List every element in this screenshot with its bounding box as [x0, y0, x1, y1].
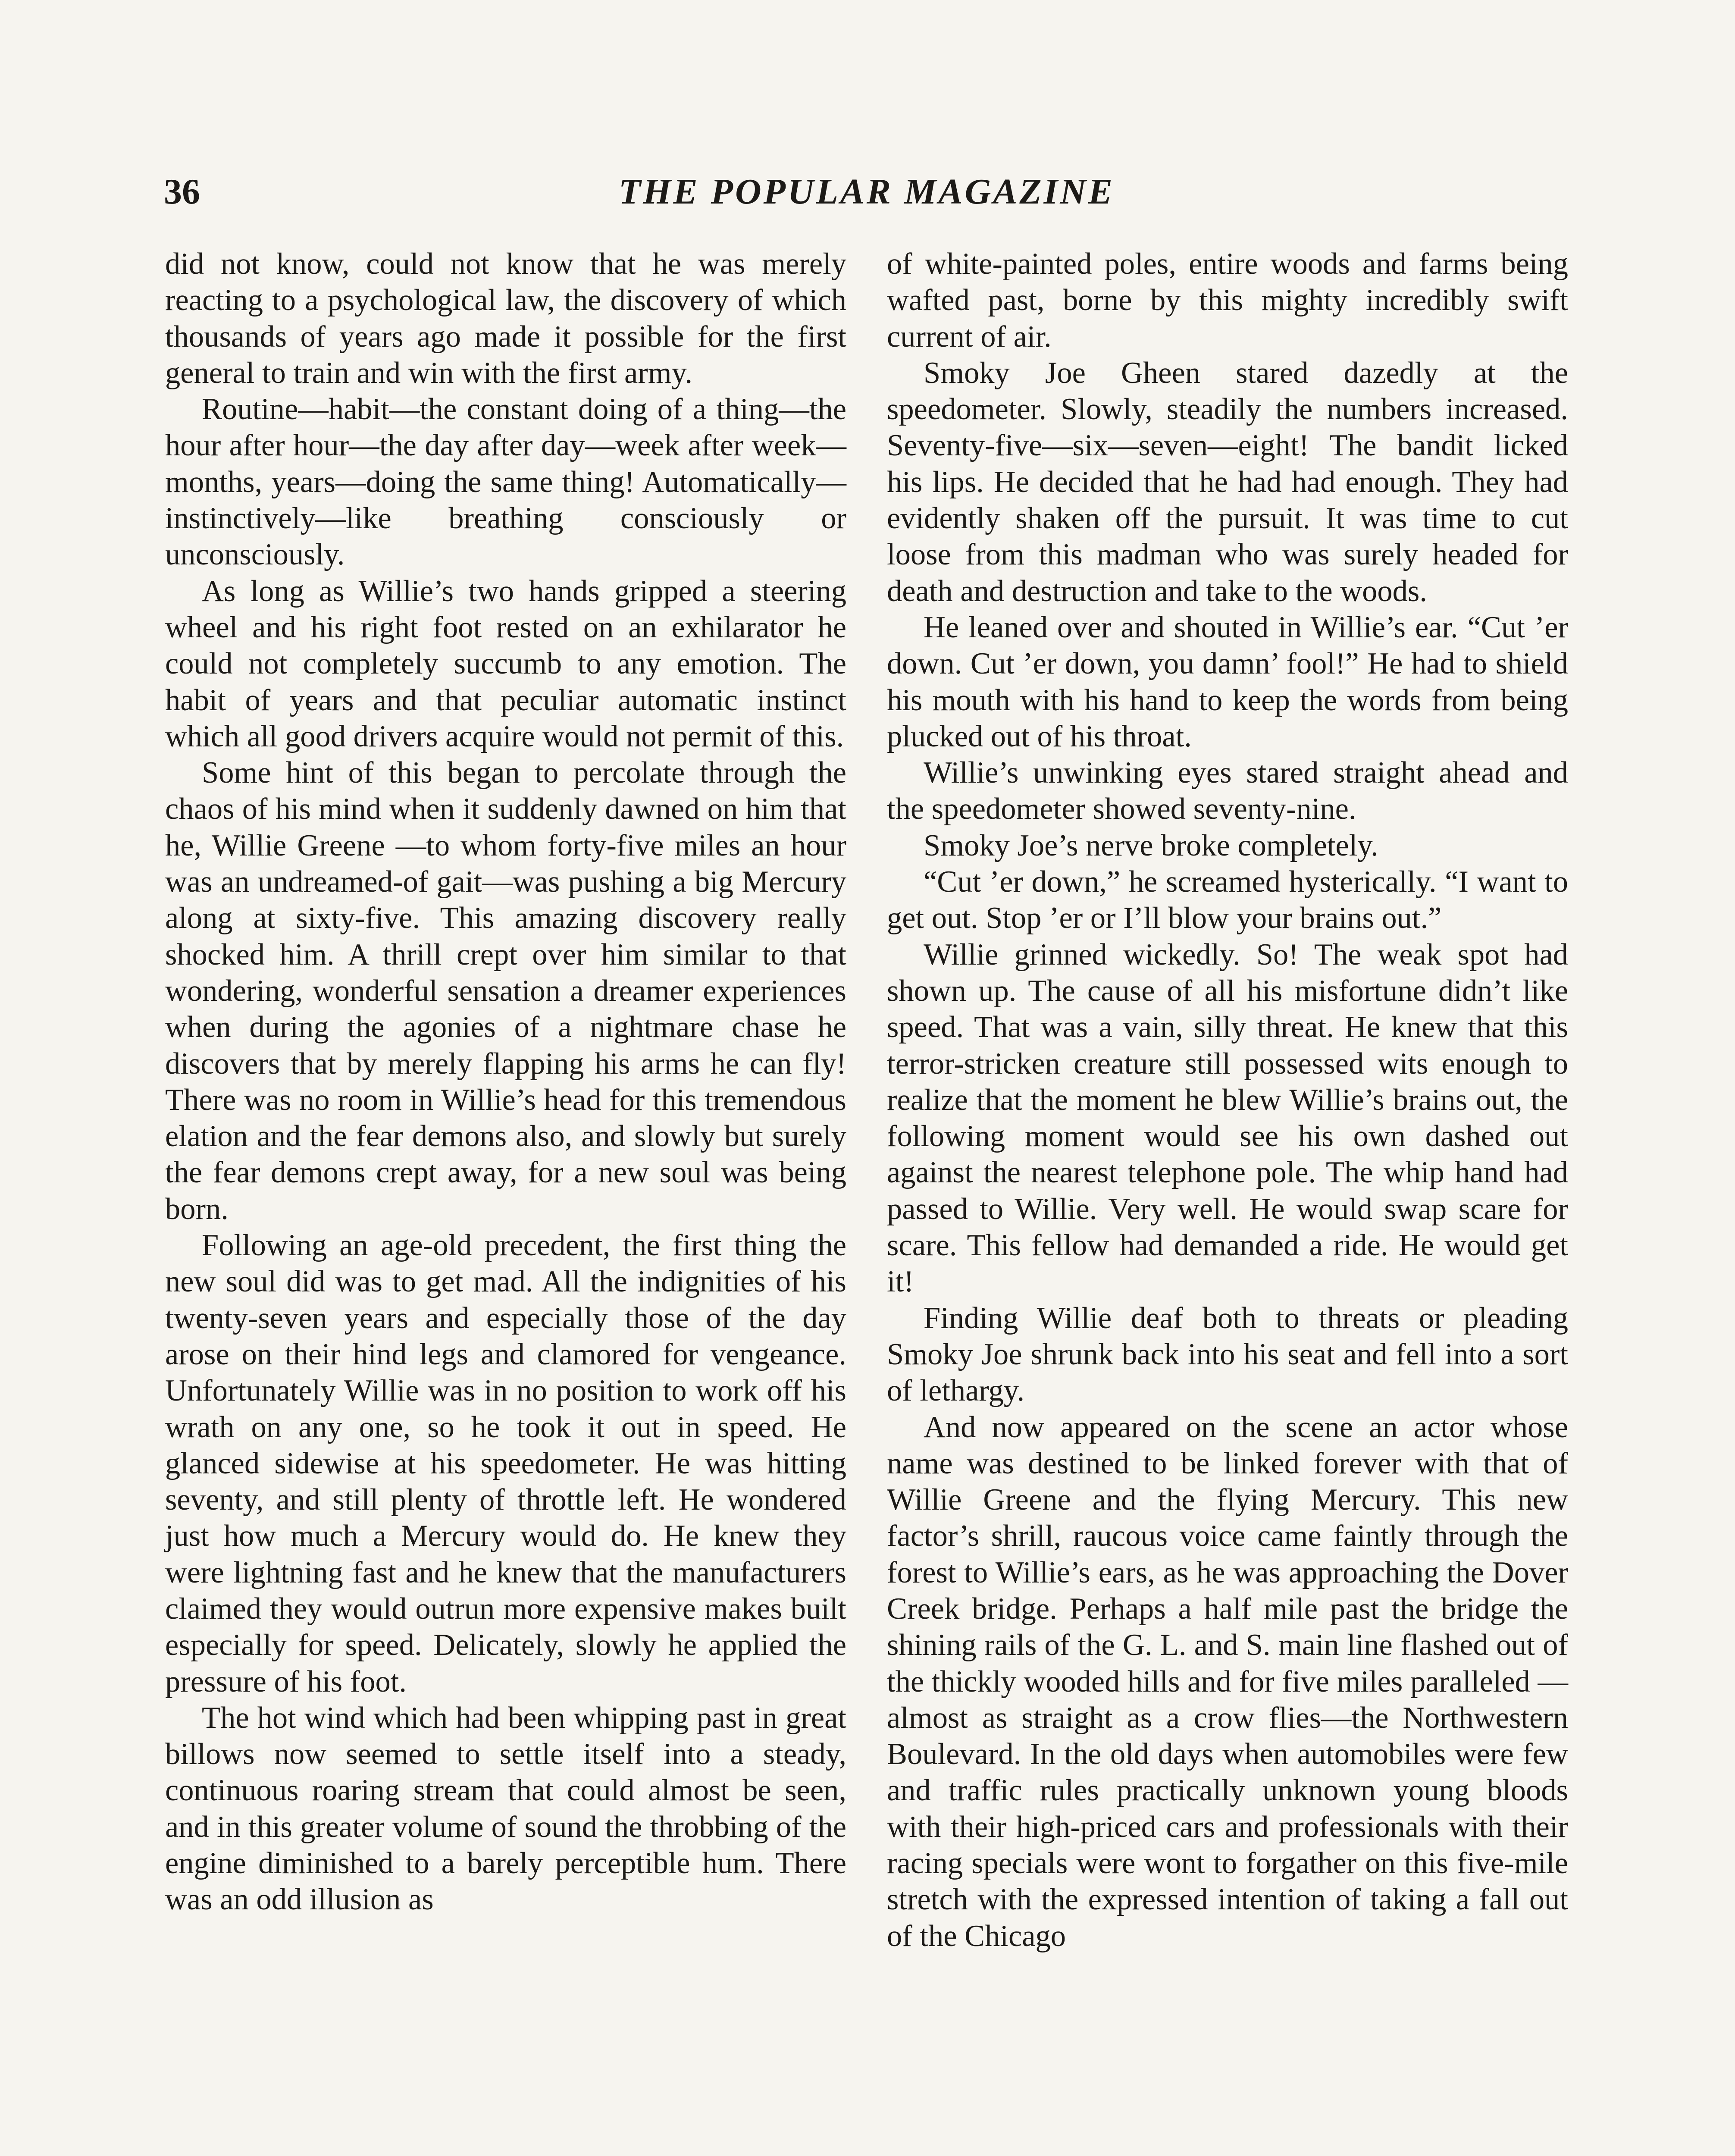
paragraph: As long as Willie’s two hands gripped a steering wheel and his right foot rested on an exhilarator he could not completely succumb to any emotion. The habit of years and that peculiar automatic instinct which all good drivers acquire would not permit of this.	[165, 574, 846, 753]
paragraph: did not know, could not know that he was merely reacting to a psychological law, the discovery of which thousands of years ago made it possible for the first general to train and win with the first army.	[165, 247, 846, 390]
left-text-column	[165, 246, 846, 2156]
paragraph: Willie grinned wickedly. So! The weak spot had shown up. The cause of all his misfortune didn’t like speed. That was a vain, silly threat. He knew that this terror-stricken creature still possessed wits enough to realize that the moment he blew Willie’s brains out, the following moment would see his own dashed out against the nearest telephone pole. The whip hand had passed to Willie. Very well. He would swap scare for scare. This fellow had demanded a ride. He would get it!	[887, 937, 1568, 1299]
paragraph: of white-painted poles, entire woods and farms being wafted past, borne by this mighty incredibly swift current of air.	[887, 247, 1568, 354]
paragraph: Routine—habit—the constant doing of a thing—the hour after hour—the day after day—week after week—months, years—doing the same thing! Automatically—instinctively—like breathing consciously or unconsciously.	[165, 392, 846, 572]
paragraph: Willie’s unwinking eyes stared straight ahead and the speedometer showed seventy-nine.	[887, 756, 1568, 826]
paragraph: “Cut ’er down,” he screamed hysterically. “I want to get out. Stop ’er or I’ll blow your brains out.”	[887, 865, 1568, 935]
paragraph: The hot wind which had been whipping past in great billows now seemed to settle itself into a steady, continuous roaring stream that could almost be seen, and in this greater volume of sound the throbbing of the engine diminished to a barely perceptible hum. There was an odd illusion as	[165, 1701, 846, 1917]
paragraph: Some hint of this began to percolate through the chaos of his mind when it suddenly dawned on him that he, Willie Greene —to whom forty-five miles an hour was an undreamed-of gait—was pushing a big Mercury along at sixty-five. This amazing discovery really shocked him. A thrill crept over him similar to that wondering, wonderful sensation a dreamer experiences when during the agonies of a nightmare chase he discovers that by merely flapping his arms he can fly! There was no room in Willie’s head for this tremendous elation and the fear demons also, and slowly but surely the fear demons crept away, for a new soul was being born.	[165, 756, 846, 1226]
magazine-title: THE POPULAR MAGAZINE	[618, 172, 1115, 212]
page-header	[164, 168, 1569, 216]
paragraph: He leaned over and shouted in Willie’s ear. “Cut ’er down. Cut ’er down, you damn’ fool!” He had to shield his mouth with his hand to keep the words from being plucked out of his throat.	[887, 610, 1568, 753]
paragraph: Smoky Joe’s nerve broke completely.	[924, 828, 1378, 862]
paragraph: Smoky Joe Gheen stared dazedly at the speedometer. Slowly, steadily the numbers increased. Seventy-five—six—seven—eight! The bandit licked his lips. He decided that he had had enough. They had evidently shaken off the pursuit. It was time to cut loose from this madman who was surely headed for death and destruction and take to the woods.	[887, 356, 1568, 608]
paragraph: Following an age-old precedent, the first thing the new soul did was to get mad. All the indignities of his twenty-seven years and especially those of the day arose on their hind legs and clamored for vengeance. Unfortunately Willie was in no position to work off his wrath on any one, so he took it out in speed. He glanced sidewise at his speedometer. He was hitting seventy, and still plenty of throttle left. He wondered just how much a Mercury would do. He knew they were lightning fast and he knew that the manufacturers claimed they would outrun more expensive makes built especially for speed. Delicately, slowly he applied the pressure of his foot.	[165, 1228, 846, 1698]
page-number: 36	[164, 172, 200, 212]
right-text-column	[887, 246, 1568, 2156]
paragraph: And now appeared on the scene an actor whose name was destined to be linked forever with that of Willie Greene and the flying Mercury. This new factor’s shrill, raucous voice came faintly through the forest to Willie’s ears, as he was approaching the Dover Creek bridge. Perhaps a half mile past the bridge the shining rails of the G. L. and S. main line flashed out of the thickly wooded hills and for five miles paralleled —almost as straight as a crow flies—the Northwestern Boulevard. In the old days when automobiles were few and traffic rules practically unknown young bloods with their high-priced cars and professionals with their racing specials were wont to forgather on this five-mile stretch with the expressed intention of taking a fall out of the Chicago	[887, 1410, 1568, 1953]
paragraph: Finding Willie deaf both to threats or pleading Smoky Joe shrunk back into his seat and fell into a sort of lethargy.	[887, 1301, 1568, 1408]
